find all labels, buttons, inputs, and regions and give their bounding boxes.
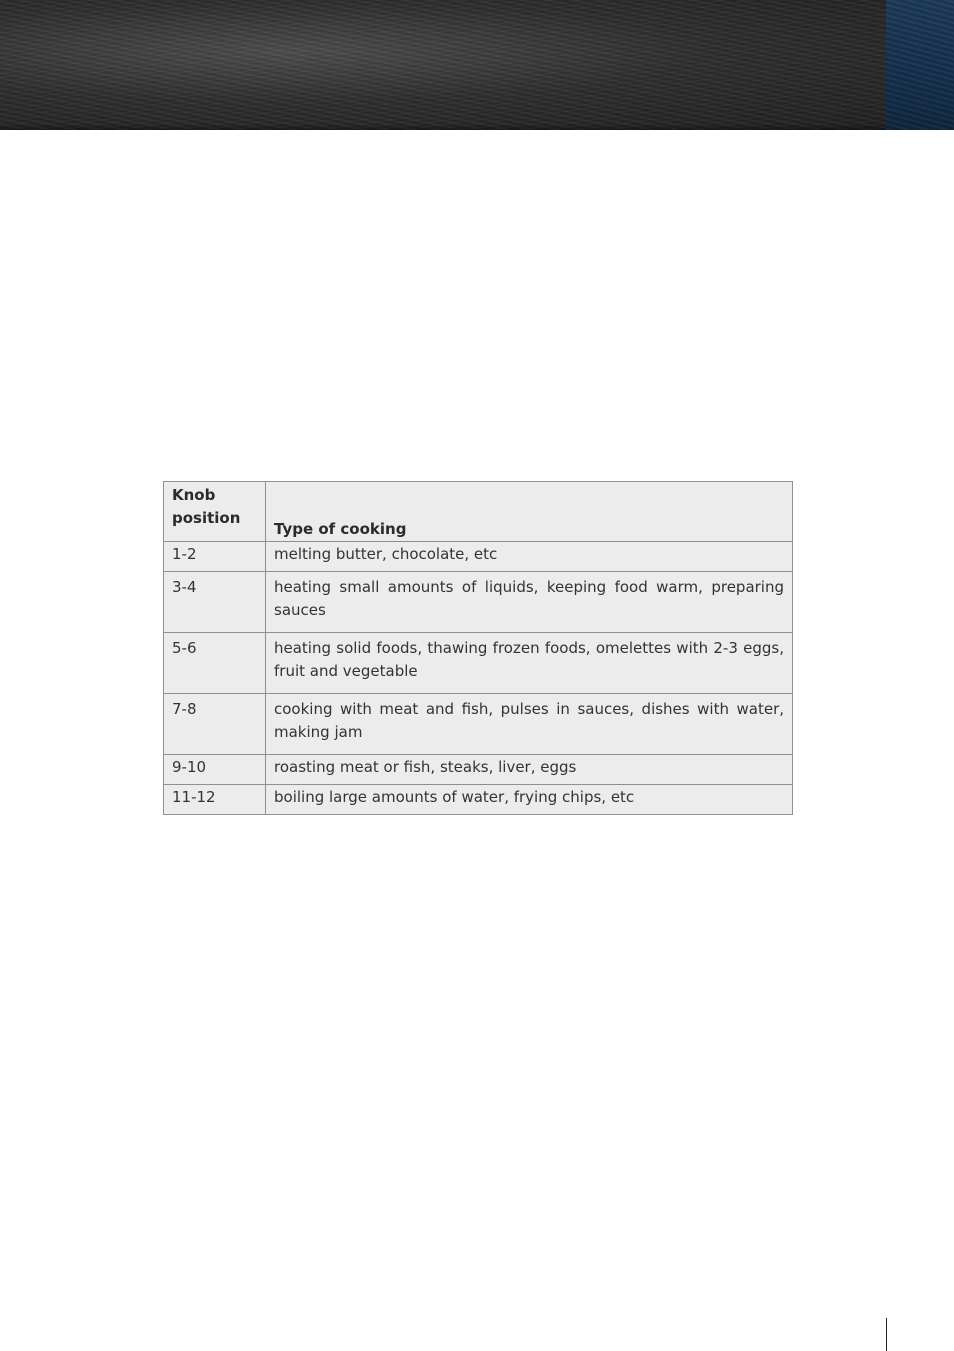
knob-position-cell: 11-12 — [164, 785, 266, 815]
cooking-type-cell: roasting meat or fish, steaks, liver, eggs — [266, 755, 793, 785]
page-marker-rule — [886, 1318, 887, 1351]
cooking-type-cell: heating solid foods, thawing frozen foods, omelettes with 2-3 eggs, fruit and vegetable — [266, 633, 793, 694]
knob-position-cell: 5-6 — [164, 633, 266, 694]
cooking-type-cell: heating small amounts of liquids, keeping food warm, preparing sauces — [266, 572, 793, 633]
knob-position-cell: 7-8 — [164, 694, 266, 755]
cooking-type-cell: boiling large amounts of water, frying chips, etc — [266, 785, 793, 815]
column-header-knob-position: Knob position — [164, 482, 266, 542]
knob-position-cell: 3-4 — [164, 572, 266, 633]
header-texture-band — [0, 0, 954, 130]
cooking-type-cell: melting butter, chocolate, etc — [266, 542, 793, 572]
table-row — [164, 572, 793, 633]
header-accent-block — [886, 0, 954, 130]
cooking-type-cell: cooking with meat and fish, pulses in sauces, dishes with water, making jam — [266, 694, 793, 755]
table-row — [164, 785, 793, 815]
table-row — [164, 542, 793, 572]
knob-position-cell: 1-2 — [164, 542, 266, 572]
cooking-guide-table — [163, 481, 793, 815]
table-row — [164, 755, 793, 785]
table-header-row — [164, 482, 793, 542]
column-header-type-of-cooking: Type of cooking — [266, 482, 793, 542]
knob-position-cell: 9-10 — [164, 755, 266, 785]
table-row — [164, 694, 793, 755]
table-row — [164, 633, 793, 694]
